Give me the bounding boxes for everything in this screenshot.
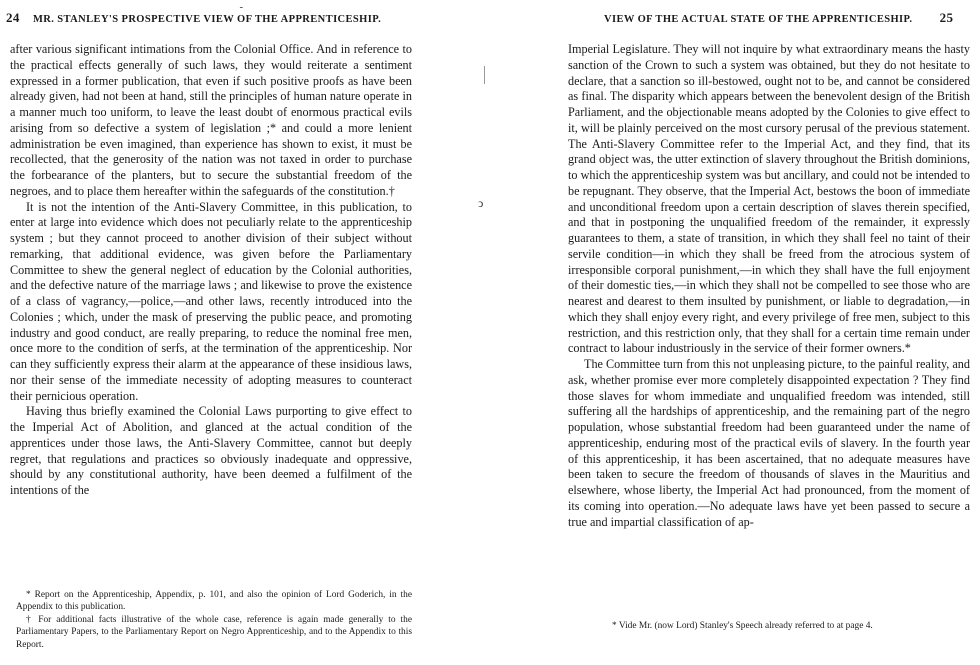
- right-running-head: VIEW OF THE ACTUAL STATE OF THE APPRENTICESHIP.: [604, 14, 913, 25]
- left-page: [0, 0, 430, 665]
- right-page-number: 25: [939, 10, 954, 25]
- left-paragraph: after various significant intimations from the Colonial Office. And in reference to the practical effects generally of such laws, they would reiterate a sentiment expressed in a former publication, that even if such positive proofs as have been already given, had not been at hand, still the principles of human nature operate in a manner much too uniform, to leave the least doubt of enormous practical evils arising from so defective a system of legislation ;* and could a more lenient administration be even imagined, than experience has shown to exist, it must be recollected, that the generosity of the nation was not taxed in order to purchase the forbearance of the planters, but to secure the substantial freedom of the negroes, and to place them hereafter within the safeguards of the constitution.†: [10, 42, 412, 198]
- right-paragraph: Imperial Legislature. They will not inquire by what extraordinary means the hasty sanction of the Crown to such a system was obtained, but they do not hesitate to declare, that a sanction so ill-bestowed, ought not to be, and cannot be considered as final. The disparity which appears between the benevolent design of the British Parliament, and the objectionable means adopted by the Colonies to give effect to it, will be plainly perceived on the most cursory perusal of the previous statement. The Anti-Slavery Committee refer to the Imperial Act, and they find, that its grand object was, the utter extinction of slavery throughout the British dominions, to which the apprenticeship system was but ancillary, and could not be intended to be repugnant. They observe, that the Imperial Act, bestows the boon of immediate and unconditional freedom upon a certain description of slaves therein specified, and that in postponing the unqualified freedom of the remainder, it expressly guarantees to them, a state of transition, in which they shall feel no taint of their servile condition—in which they shall be freed from the atrocious system of irresponsible corporal punishment,—in which they shall have the full enjoyment of their domestic ties,—in which they shall not be compelled to see those who are nearest and dearest to them insulted by punishment, or liable to degradation,—in which they shall enjoy every right, and every privilege of free men, subject to this restriction, and this restriction only, that they shall for a certain time remain under contract to labour industriously in the service of their former owners.*: [568, 42, 970, 356]
- left-paragraph: Having thus briefly examined the Colonial Laws purporting to give effect to the Imperial Act of Abolition, and glanced at the actual condition of the apprentices under those laws, the Anti-Slavery Committee, cannot but deeply regret, that regulations and practices so obviously inadequate and oppressive, should by any constitutional authority, have been deemed a fulfilment of the intentions of the: [10, 404, 412, 497]
- left-header: [6, 10, 381, 26]
- right-body-text: [568, 42, 970, 530]
- gutter-blot: ↄ: [478, 196, 484, 210]
- gutter-mark: [484, 66, 485, 84]
- right-paragraph: The Committee turn from this not unpleasing picture, to the painful reality, and ask, whether promise ever more completely disappointed expectation ? They find those slaves for whom immediate and unqualified freedom was intended, still suffering all the hardships of apprenticeship, and the remaining part of the negro population, whose substantial freedom had been guaranteed under the name of apprenticeship, enduring most of the practical evils of slavery. In the fourth year of this apprenticeship, it has been ascertained, that no adequate measures have been taken to secure the freedom of thousands of slaves in the Mauritius and elsewhere, whose liberty, the Imperial Act had pronounced, from the moment of its coming into operation.—No adequate laws have yet been passed to secure a true and impartial classification of ap-: [568, 357, 970, 529]
- footnote: * Vide Mr. (now Lord) Stanley's Speech already referred to at page 4.: [612, 621, 873, 631]
- left-page-number: 24: [6, 10, 20, 25]
- footnote: * Report on the Apprenticeship, Appendix, p. 101, and also the opinion of Lord Goderich, in the Appendix to this publication.: [16, 590, 412, 613]
- stray-mark-top: ـ: [240, 0, 243, 10]
- left-running-head: MR. STANLEY'S PROSPECTIVE VIEW OF THE APPRENTICESHIP.: [32, 14, 382, 25]
- right-page: [560, 0, 980, 665]
- right-footnotes: [602, 620, 962, 632]
- left-footnotes: [16, 589, 412, 651]
- right-header: [604, 10, 953, 26]
- left-paragraph: It is not the intention of the Anti-Slavery Committee, in this publication, to enter at large into evidence which does not peculiarly relate to the apprenticeship system ; but they cannot proceed to another division of their subject without remarking, that additional evidence, was given before the Parliamentary Committee to shew the general neglect of education by the Colonial authorities, and the defective nature of the marriage laws ; and likewise to prove the existence of a class of vagrancy,—police,—and other laws, recently introduced into the Colonies ; which, under the mask of preserving the public peace, and promoting industry and good conduct, are really preparing, to reduce the nominal free men, once more to the condition of serfs, at the termination of the apprenticeship. Nor can they sufficiently express their alarm at the appearance of these insidious laws, nor their sense of the immediate necessity of adopting measures to counteract their pernicious operation.: [10, 199, 412, 403]
- left-body-text: [10, 42, 412, 499]
- footnote: † For additional facts illustrative of the whole case, reference is again made generally to the Parliamentary Papers, to the Parliamentary Report on Negro Apprenticeship, and to the Appendix to this Report.: [16, 614, 412, 650]
